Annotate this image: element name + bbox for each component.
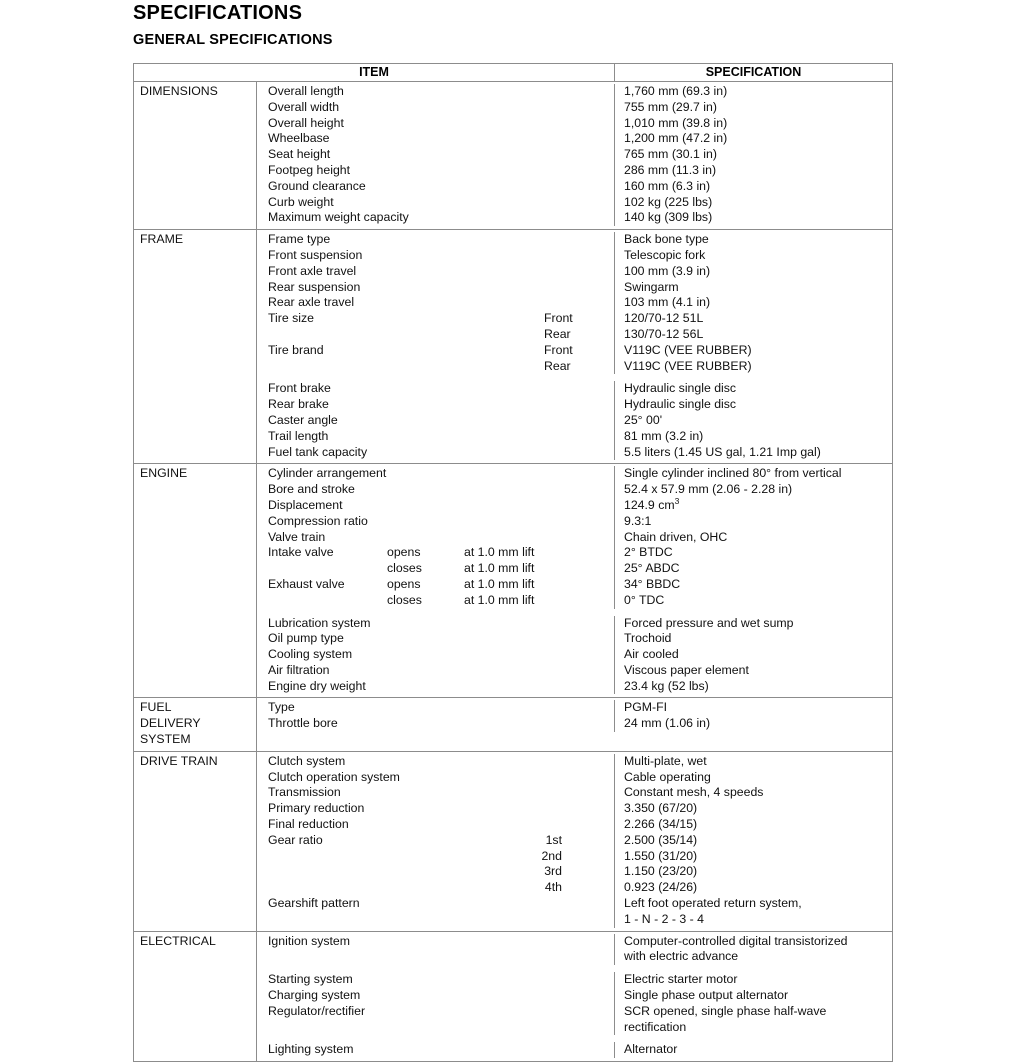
row-item-label: Curb weight — [268, 194, 334, 209]
section-category-label: ELECTRICAL — [140, 933, 216, 948]
row-specification-value: 765 mm (30.1 in) — [614, 147, 894, 163]
section-rows — [256, 230, 894, 463]
section-rows — [256, 464, 894, 697]
table-row — [257, 817, 894, 833]
table-row — [257, 413, 894, 429]
row-specification-value: 1.150 (23/20) — [614, 864, 894, 880]
row-item-label: Valve train — [268, 529, 326, 544]
table-row — [257, 700, 894, 716]
row-item-label: Wheelbase — [268, 131, 330, 146]
table-row — [257, 801, 894, 817]
table-row — [257, 116, 894, 132]
row-specification-value: 25° ABDC — [614, 561, 894, 577]
row-item-label: Air filtration — [268, 662, 330, 677]
row-item-label: Front suspension — [268, 247, 363, 262]
row-item-label: Clutch system — [268, 753, 346, 768]
table-row — [257, 248, 894, 264]
table-row — [257, 770, 894, 786]
row-specification-value: Single cylinder inclined 80° from vertical — [614, 466, 894, 482]
section-category-label: DRIVE TRAIN — [140, 753, 218, 768]
table-row — [257, 295, 894, 311]
row-item-label: Ground clearance — [268, 178, 366, 193]
section-category-label: DIMENSIONS — [140, 84, 218, 98]
table-row — [257, 232, 894, 248]
row-specification-value: Constant mesh, 4 speeds — [614, 785, 894, 801]
row-specification-value: 755 mm (29.7 in) — [614, 100, 894, 116]
row-item-label: Tire size — [268, 311, 315, 326]
table-row — [257, 864, 894, 880]
row-specification-value: 1,760 mm (69.3 in) — [614, 84, 894, 100]
row-specification-value: 130/70-12 56L — [614, 327, 894, 343]
table-row — [257, 466, 894, 482]
row-item-label: Seat height — [268, 147, 331, 162]
row-item-label: Front brake — [268, 381, 331, 396]
row-specification-value: 9.3:1 — [614, 514, 894, 530]
row-specification-value: 160 mm (6.3 in) — [614, 179, 894, 195]
row-item-label: Exhaust valve — [268, 576, 345, 591]
table-row — [257, 663, 894, 679]
table-row — [257, 631, 894, 647]
table-row — [257, 311, 894, 327]
row-item-label: Oil pump type — [268, 631, 344, 646]
row-specification-value: 23.4 kg (52 lbs) — [614, 679, 894, 695]
table-row — [257, 445, 894, 461]
row-item-label: Gear ratio — [268, 832, 323, 847]
row-item-label: Tire brand — [268, 342, 324, 357]
table-row — [257, 100, 894, 116]
row-item-label: Overall width — [268, 99, 340, 114]
row-item-label: Engine dry weight — [268, 678, 366, 693]
table-row — [257, 934, 894, 950]
table-row — [257, 163, 894, 179]
table-row — [257, 679, 894, 695]
row-sub-label: Rear — [544, 358, 571, 373]
table-row — [257, 495, 894, 514]
row-specification-value: 0° TDC — [614, 593, 894, 609]
row-item-label: Overall length — [268, 84, 344, 98]
row-item-label: Ignition system — [268, 933, 351, 948]
row-specification-value: 1.550 (31/20) — [614, 849, 894, 865]
row-item-label: Caster angle — [268, 412, 338, 427]
table-row — [257, 84, 894, 100]
row-item-label: Primary reduction — [268, 801, 365, 816]
row-gear-ordinal: 4th — [544, 880, 562, 895]
table-row — [257, 381, 894, 397]
table-row — [257, 732, 894, 748]
row-specification-value: 0.923 (24/26) — [614, 880, 894, 896]
table-row — [257, 1004, 894, 1020]
row-specification-value: Forced pressure and wet sump — [614, 616, 894, 632]
row-specification-value: SCR opened, single phase half-wave — [614, 1004, 894, 1020]
row-specification-value: Swingarm — [614, 280, 894, 296]
table-row — [257, 988, 894, 1004]
row-specification-value: Left foot operated return system, — [614, 896, 894, 912]
row-item-label: Throttle bore — [268, 716, 338, 731]
row-specification-value: rectification — [614, 1020, 894, 1036]
row-specification-value: Viscous paper element — [614, 663, 894, 679]
row-specification-value: 100 mm (3.9 in) — [614, 264, 894, 280]
row-specification-value: 52.4 x 57.9 mm (2.06 - 2.28 in) — [614, 482, 894, 498]
row-specification-value: V119C (VEE RUBBER) — [614, 343, 894, 359]
row-sub-label: Front — [544, 311, 573, 326]
row-specification-value: 120/70-12 51L — [614, 311, 894, 327]
row-specification-value: V119C (VEE RUBBER) — [614, 359, 894, 375]
spec-section — [134, 752, 892, 932]
table-row — [257, 530, 894, 546]
row-specification-value: Computer-controlled digital transistorized — [614, 934, 894, 950]
table-row — [257, 849, 894, 865]
row-specification-value: 34° BBDC — [614, 577, 894, 593]
row-item-label: Rear axle travel — [268, 295, 355, 310]
table-row — [257, 593, 894, 609]
table-row — [257, 397, 894, 413]
row-specification-value: with electric advance — [614, 949, 894, 965]
row-specification-value: Air cooled — [614, 647, 894, 663]
table-row — [257, 179, 894, 195]
row-valve-condition: at 1.0 mm lift — [464, 592, 535, 607]
row-specification-value: 2° BTDC — [614, 545, 894, 561]
table-row — [257, 561, 894, 577]
section-category-label: FRAME — [140, 232, 184, 247]
row-specification-value: 1 - N - 2 - 3 - 4 — [614, 912, 894, 928]
table-row — [257, 880, 894, 896]
table-row — [257, 647, 894, 663]
row-item-label: Lubrication system — [268, 615, 371, 630]
table-row — [257, 545, 894, 561]
row-item-label: Trail length — [268, 428, 329, 443]
row-valve-action: closes — [387, 592, 422, 607]
row-valve-action: closes — [387, 561, 422, 576]
row-specification-value: Alternator — [614, 1042, 894, 1058]
row-item-label: Intake valve — [268, 545, 334, 560]
row-gear-ordinal: 2nd — [541, 848, 562, 863]
row-specification-value: 5.5 liters (1.45 US gal, 1.21 Imp gal) — [614, 445, 894, 461]
row-item-label: Fuel tank capacity — [268, 444, 368, 459]
row-specification-value: PGM-FI — [614, 700, 894, 716]
row-item-label: Starting system — [268, 972, 353, 987]
row-item-label: Footpeg height — [268, 162, 351, 177]
row-item-label: Lighting system — [268, 1042, 354, 1057]
page-title: SPECIFICATIONS — [133, 2, 303, 24]
table-row — [257, 1042, 894, 1058]
row-item-label: Bore and stroke — [268, 482, 355, 497]
row-specification-value: 3.350 (67/20) — [614, 801, 894, 817]
row-item-label: Clutch operation system — [268, 769, 400, 784]
section-rows — [256, 698, 894, 750]
row-specification-value: 140 kg (309 lbs) — [614, 210, 894, 226]
row-specification-value: 103 mm (4.1 in) — [614, 295, 894, 311]
row-item-label: Gearshift pattern — [268, 896, 360, 911]
section-rows — [256, 752, 894, 931]
table-row — [257, 195, 894, 211]
table-row — [257, 833, 894, 849]
row-specification-value: 102 kg (225 lbs) — [614, 195, 894, 211]
table-row — [257, 912, 894, 928]
row-sub-label: Rear — [544, 326, 571, 341]
row-specification-value: Multi-plate, wet — [614, 754, 894, 770]
table-row — [257, 972, 894, 988]
row-specification-value: 2.500 (35/14) — [614, 833, 894, 849]
row-specification-value: 124.9 $cm^3$ — [614, 498, 894, 514]
table-row — [257, 785, 894, 801]
row-specification-value: Hydraulic single disc — [614, 397, 894, 413]
spec-section — [134, 932, 892, 1062]
row-item-label: Displacement — [268, 497, 343, 512]
table-row — [257, 131, 894, 147]
spec-section — [134, 82, 892, 230]
row-specification-value: Hydraulic single disc — [614, 381, 894, 397]
table-row — [257, 514, 894, 530]
row-specification-value: 286 mm (11.3 in) — [614, 163, 894, 179]
table-row — [257, 949, 894, 965]
row-specification-value: 25° 00' — [614, 413, 894, 429]
row-item-label: Cylinder arrangement — [268, 466, 387, 481]
table-row — [257, 147, 894, 163]
table-row — [257, 359, 894, 375]
column-header-specification: SPECIFICATION — [614, 64, 892, 81]
row-valve-condition: at 1.0 mm lift — [464, 545, 535, 560]
row-specification-value: Chain driven, OHC — [614, 530, 894, 546]
table-row — [257, 327, 894, 343]
table-row — [257, 896, 894, 912]
table-row — [257, 280, 894, 296]
row-item-label: Front axle travel — [268, 263, 357, 278]
table-header-row — [134, 64, 892, 82]
row-item-label: Overall height — [268, 115, 344, 130]
page-subtitle: GENERAL SPECIFICATIONS — [133, 32, 333, 48]
row-valve-condition: at 1.0 mm lift — [464, 576, 535, 591]
row-item-label: Maximum weight capacity — [268, 210, 409, 225]
column-header-item: ITEM — [359, 65, 389, 79]
row-specification-value: 1,200 mm (47.2 in) — [614, 131, 894, 147]
row-gear-ordinal: 3rd — [544, 864, 562, 879]
row-item-label: Frame type — [268, 232, 331, 247]
row-item-label: Rear suspension — [268, 279, 361, 294]
section-rows — [256, 932, 894, 1062]
table-row — [257, 264, 894, 280]
row-item-label: Rear brake — [268, 397, 329, 412]
spec-section — [134, 698, 892, 751]
row-item-label: Transmission — [268, 785, 341, 800]
row-specification-value: 1,010 mm (39.8 in) — [614, 116, 894, 132]
row-specification-value: Single phase output alternator — [614, 988, 894, 1004]
row-item-label: Cooling system — [268, 647, 353, 662]
table-row — [257, 1020, 894, 1036]
row-item-label: Regulator/rectifier — [268, 1003, 366, 1018]
table-row — [257, 429, 894, 445]
section-category-label: ENGINE — [140, 466, 188, 481]
row-specification-value: Telescopic fork — [614, 248, 894, 264]
row-specification-value: Electric starter motor — [614, 972, 894, 988]
row-item-label: Compression ratio — [268, 513, 368, 528]
table-row — [257, 616, 894, 632]
row-specification-value: Trochoid — [614, 631, 894, 647]
table-row — [257, 716, 894, 732]
row-specification-value: 2.266 (34/15) — [614, 817, 894, 833]
spec-section — [134, 230, 892, 464]
general-specifications-table — [133, 63, 893, 1062]
table-row — [257, 210, 894, 226]
row-specification-value: 81 mm (3.2 in) — [614, 429, 894, 445]
row-specification-value: Back bone type — [614, 232, 894, 248]
row-specification-value: 24 mm (1.06 in) — [614, 716, 894, 732]
row-item-label: Type — [268, 700, 295, 715]
row-valve-action: opens — [387, 545, 421, 560]
row-item-label: Charging system — [268, 988, 361, 1003]
row-valve-action: opens — [387, 576, 421, 591]
row-valve-condition: at 1.0 mm lift — [464, 561, 535, 576]
row-gear-ordinal: 1st — [545, 832, 562, 847]
row-sub-label: Front — [544, 342, 573, 357]
table-row — [257, 343, 894, 359]
table-row — [257, 482, 894, 498]
table-body — [134, 82, 892, 1061]
section-rows — [256, 82, 894, 229]
spec-section — [134, 464, 892, 698]
section-category-label: FUEL DELIVERY SYSTEM — [140, 700, 201, 747]
row-specification-value: Cable operating — [614, 770, 894, 786]
table-row — [257, 754, 894, 770]
table-row — [257, 577, 894, 593]
row-item-label: Final reduction — [268, 817, 349, 832]
